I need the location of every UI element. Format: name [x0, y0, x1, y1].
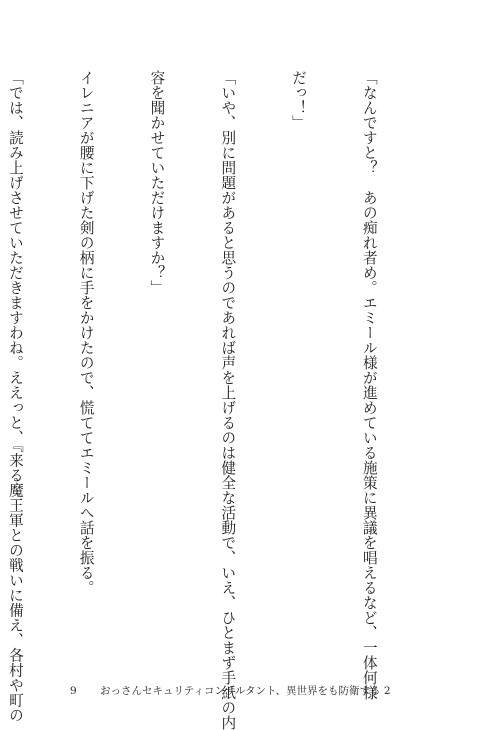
text-line: 「なんですと？ あの痴れ者め。エミール様が進めている施策に異議を唱えるなど、一体何様 [360, 70, 378, 700]
running-title: おっさんセキュリティコンサルタント、異世界をも防衛する 2 [100, 685, 391, 697]
page-footer [70, 683, 391, 698]
page-number: 9 [70, 685, 77, 697]
text-line: 「では、読み上げさせていただきますわね。ええっと、『来る魔王軍との戦いに備え、各村や町の [6, 70, 24, 723]
text-line: 「いや、別に問題があると思うのであれば声を上げるのは健全な活動で、いえ、ひとまず手紙の内 [219, 70, 237, 730]
text-line: だっ！」 [290, 70, 308, 130]
text-line: 容を聞かせていただけますか？」 [148, 70, 166, 295]
text-line: イレニアが腰に下げた剣の柄に手をかけたので、慌ててエミールへ話を振る。 [77, 70, 95, 595]
